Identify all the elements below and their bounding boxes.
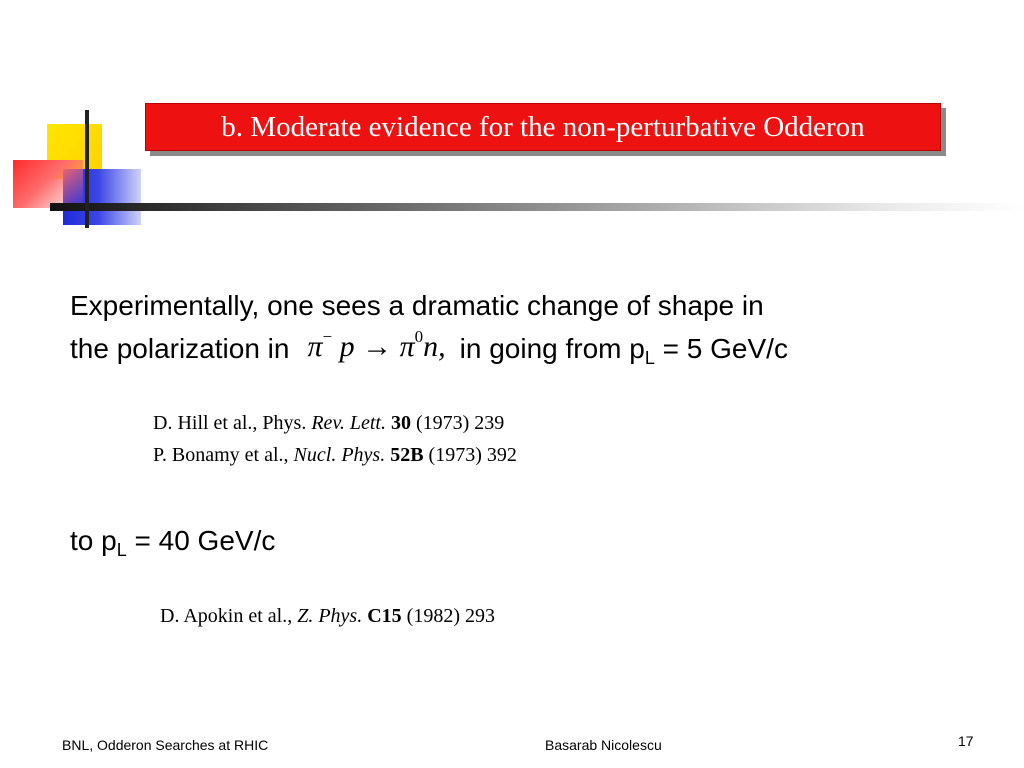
slide-title-text: b. Moderate evidence for the non-perturbative Odderon	[221, 110, 865, 143]
zero-superscript: 0	[414, 327, 424, 346]
ref3-journal: Z. Phys.	[297, 605, 363, 627]
ref2-journal: Nucl. Phys.	[293, 444, 386, 466]
header-divider	[50, 203, 1024, 211]
ref1-authors: D. Hill et al., Phys.	[153, 412, 307, 434]
slide-title	[145, 103, 941, 151]
ref2-volume: 52B	[390, 444, 424, 466]
body-line-2-prefix: the polarization in	[70, 333, 290, 364]
body-line-2-sub: L	[644, 348, 655, 368]
reference-1	[153, 412, 504, 434]
footer-author: Basarab Nicolescu	[545, 737, 662, 753]
body-line-3-end: = 40 GeV/c	[134, 525, 276, 556]
reference-3	[160, 605, 495, 627]
body-line-2-suffix: in going from p	[459, 333, 645, 364]
logo-vertical-line	[85, 110, 89, 228]
ref1-journal: Rev. Lett.	[311, 412, 386, 434]
ref2-authors: P. Bonamy et al.,	[153, 444, 289, 466]
body-line-1: Experimentally, one sees a dramatic change of shape in	[70, 290, 764, 321]
minus-superscript: −	[322, 327, 333, 346]
ref3-year-page: (1982) 293	[406, 605, 495, 627]
proton-symbol: p	[339, 330, 355, 363]
body-line-2	[70, 327, 788, 368]
body-line-3-sub: L	[116, 540, 127, 560]
body-line-2-end: = 5 GeV/c	[662, 333, 788, 364]
ref3-volume: C15	[367, 605, 402, 627]
pi0-symbol: π	[399, 330, 415, 363]
reference-2	[153, 444, 517, 466]
footer-left: BNL, Odderon Searches at RHIC	[62, 737, 269, 753]
arrow-symbol: →	[362, 330, 393, 363]
ref1-volume: 30	[390, 412, 411, 434]
ref3-authors: D. Apokin et al.,	[160, 605, 293, 627]
ref1-year-page: (1973) 239	[415, 412, 505, 434]
reaction-formula	[307, 327, 446, 363]
pi-symbol: π	[307, 330, 323, 363]
body-line-3-prefix: to p	[70, 525, 117, 556]
ref2-year-page: (1973) 392	[428, 444, 517, 466]
neutron-symbol: n,	[423, 330, 446, 363]
slide-number: 17	[958, 733, 974, 749]
body-line-3	[70, 525, 276, 560]
logo-red-square	[13, 160, 83, 208]
